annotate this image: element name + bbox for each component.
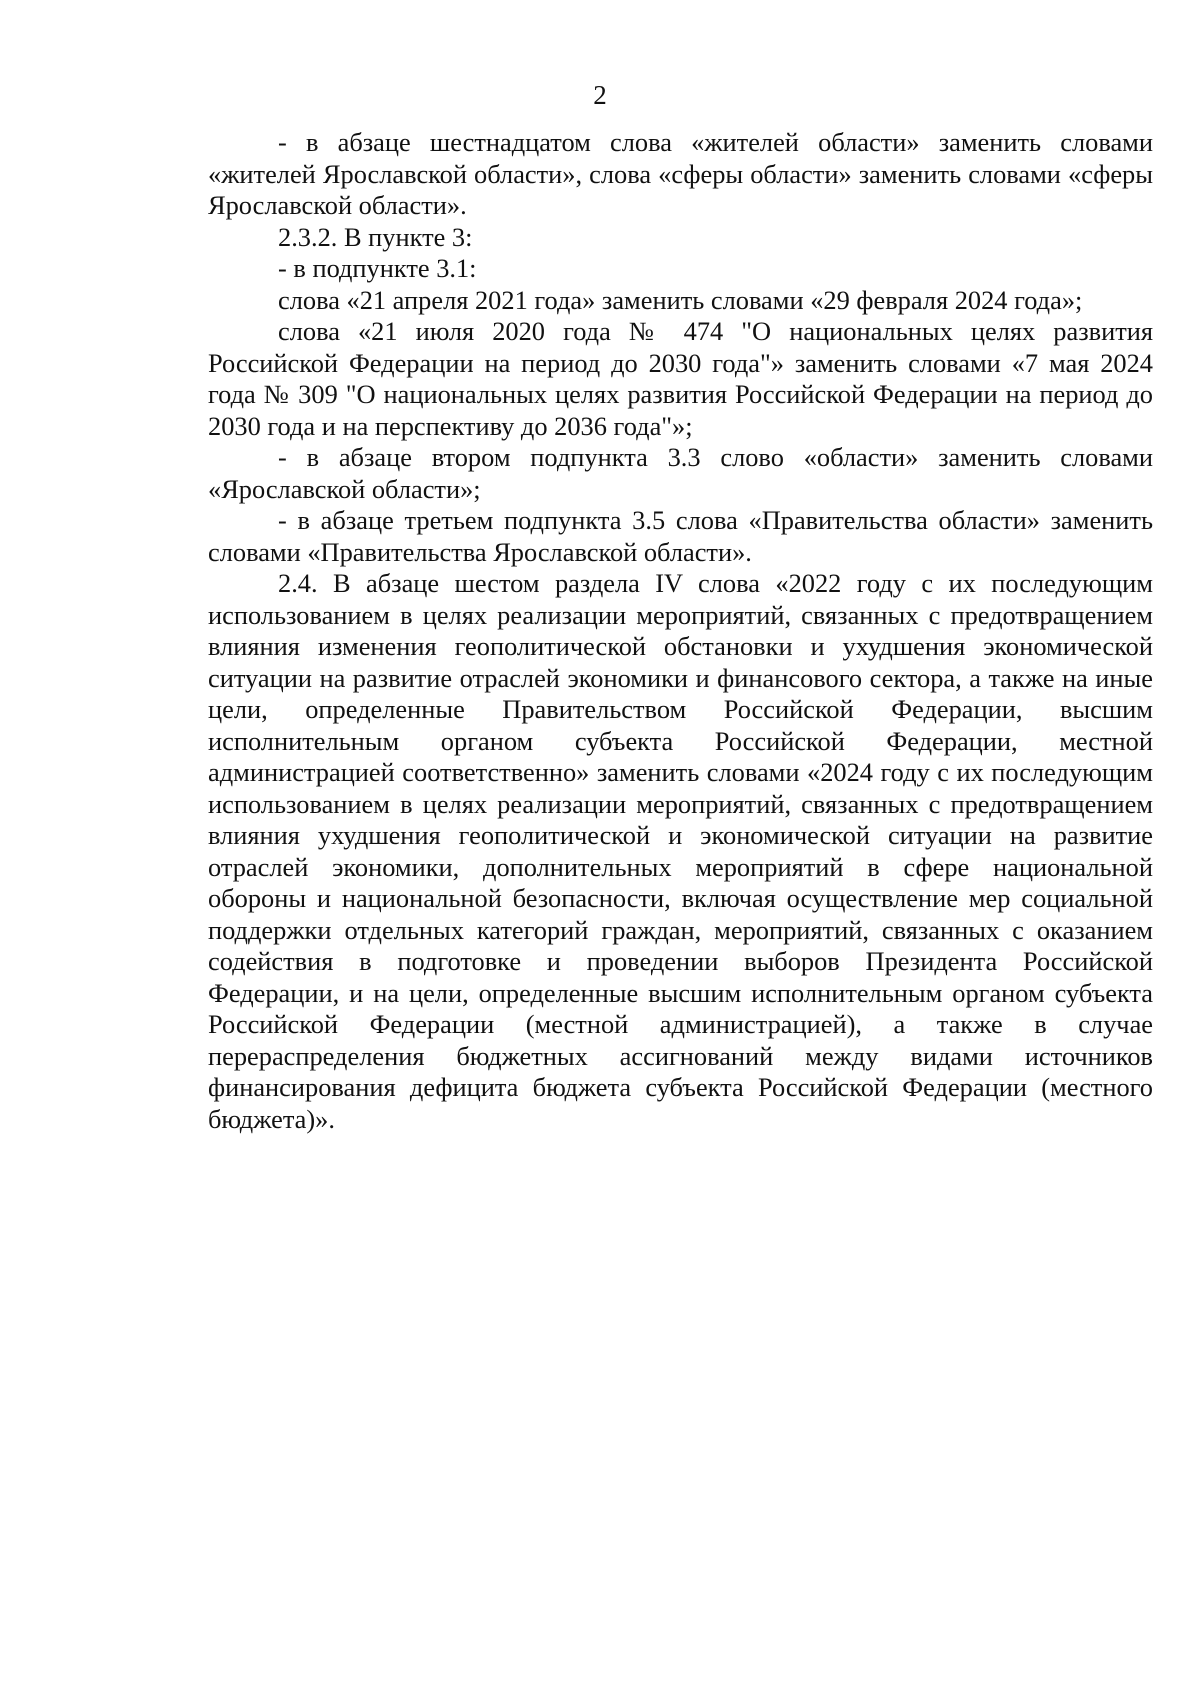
document-body bbox=[208, 127, 1153, 1135]
paragraph-subitem-3-5: - в абзаце третьем подпункта 3.5 слова «Правительства области» заменить словами «Правительства Ярославской области». bbox=[208, 505, 1153, 567]
paragraph-subitem-3-3: - в абзаце втором подпункта 3.3 слово «области» заменить словами «Ярославской области»; bbox=[208, 442, 1153, 504]
page-number bbox=[0, 80, 1200, 110]
paragraph-subitem-3-1: - в подпункте 3.1: bbox=[278, 253, 477, 283]
page-number-text: 2 bbox=[593, 80, 607, 110]
paragraph-item-2-4: 2.4. В абзаце шестом раздела IV слова «2022 году с их последующим использованием в целях реализации мероприятий, связанных с предотвращением влияния изменения геополитической обстановки и ухудшения экономической ситуации на развитие отраслей экономики и финансового сектора, а также на иные цели, определенные Правительством Российской Федерации, высшим исполнительным органом субъекта Российской Федерации, местной администрацией соответственно» заменить словами «2024 году с их последующим использованием в целях реализации мероприятий, связанных с предотвращением влияния ухудшения геополитической и экономической ситуации на развитие отраслей экономики, дополнительных мероприятий в сфере национальной обороны и национальной безопасности, включая осуществление мер социальной поддержки отдельных категорий граждан, мероприятий, связанных с оказанием содействия в подготовке и проведении выборов Президента Российской Федерации, и на цели, определенные высшим исполнительным органом субъекта Российской Федерации (местной администрацией), а также в случае перераспределения бюджетных ассигнований между видами источников финансирования дефицита бюджета субъекта Российской Федерации (местного бюджета)». bbox=[208, 568, 1153, 1134]
paragraph-replace-date: слова «21 апреля 2021 года» заменить словами «29 февраля 2024 года»; bbox=[278, 284, 1083, 315]
paragraph-item-2-3-2: 2.3.2. В пункте 3: bbox=[278, 221, 473, 252]
paragraph-replace-decree: слова «21 июля 2020 года № 474 "О национальных целях развития Российской Федерации на период до 2030 года"» заменить словами «7 мая 2024 года № 309 "О национальных целях развития Российской Федерации на период до 2030 года и на перспективу до 2036 года"»; bbox=[208, 316, 1153, 441]
paragraph-abzac-16: - в абзаце шестнадцатом слова «жителей области» заменить словами «жителей Ярославской области», слова «сферы области» заменить словами «сферы Ярославской области». bbox=[208, 127, 1153, 220]
